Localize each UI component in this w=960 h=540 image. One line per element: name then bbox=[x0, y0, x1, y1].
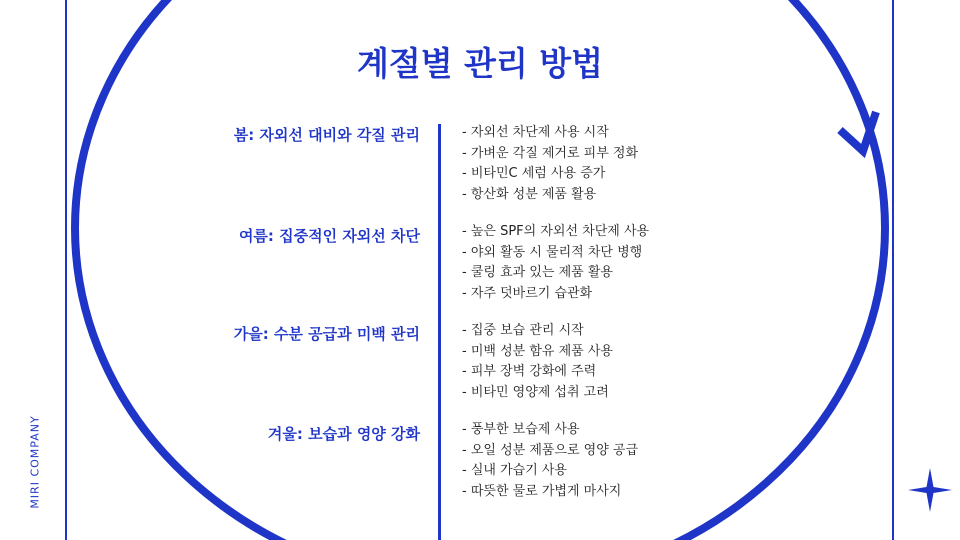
season-heading-summer: 여름: 집중적인 자외선 차단 bbox=[238, 227, 420, 245]
tip-item: - 풍부한 보습제 사용 bbox=[462, 422, 580, 437]
tip-item: - 항산화 성분 제품 활용 bbox=[462, 186, 597, 202]
tip-item: - 따뜻한 물로 가볍게 마사지 bbox=[462, 483, 622, 499]
center-divider bbox=[438, 124, 441, 540]
tip-item: - 오일 성분 제품으로 영양 공급 bbox=[462, 442, 639, 458]
tip-item: - 비타민C 세럼 사용 증가 bbox=[462, 166, 606, 181]
season-heading-winter: 겨울: 보습과 영양 강화 bbox=[267, 425, 420, 443]
sparkle-star-icon bbox=[908, 468, 952, 512]
season-tips-autumn bbox=[462, 321, 613, 403]
tip-item: - 높은 SPF의 자외선 차단제 사용 bbox=[462, 224, 650, 239]
tip-item: - 비타민 영양제 섭취 고려 bbox=[462, 384, 609, 400]
tip-item: - 자외선 차단제 사용 시작 bbox=[462, 125, 609, 140]
brand-name: MIRI COMPANY bbox=[28, 415, 42, 509]
tip-item: - 실내 가습기 사용 bbox=[462, 463, 567, 478]
season-tips-winter bbox=[462, 420, 638, 502]
season-heading-autumn: 가을: 수분 공급과 미백 관리 bbox=[233, 325, 420, 343]
tip-item: - 가벼운 각질 제거로 피부 정화 bbox=[462, 145, 639, 161]
tip-item: - 피부 장벽 강화에 주력 bbox=[462, 364, 597, 379]
tip-item: - 야외 활동 시 물리적 차단 병행 bbox=[462, 244, 643, 260]
tip-item: - 미백 성분 함유 제품 사용 bbox=[462, 343, 613, 359]
tip-item: - 쿨링 효과 있는 제품 활용 bbox=[462, 265, 613, 280]
season-tips-summer bbox=[462, 222, 649, 304]
season-heading-spring: 봄: 자외선 대비와 각질 관리 bbox=[233, 126, 420, 144]
season-tips-spring bbox=[462, 123, 638, 205]
tip-item: - 집중 보습 관리 시작 bbox=[462, 323, 584, 338]
page-title: 계절별 관리 방법 bbox=[356, 44, 604, 83]
tip-item: - 자주 덧바르기 습관화 bbox=[462, 285, 593, 301]
